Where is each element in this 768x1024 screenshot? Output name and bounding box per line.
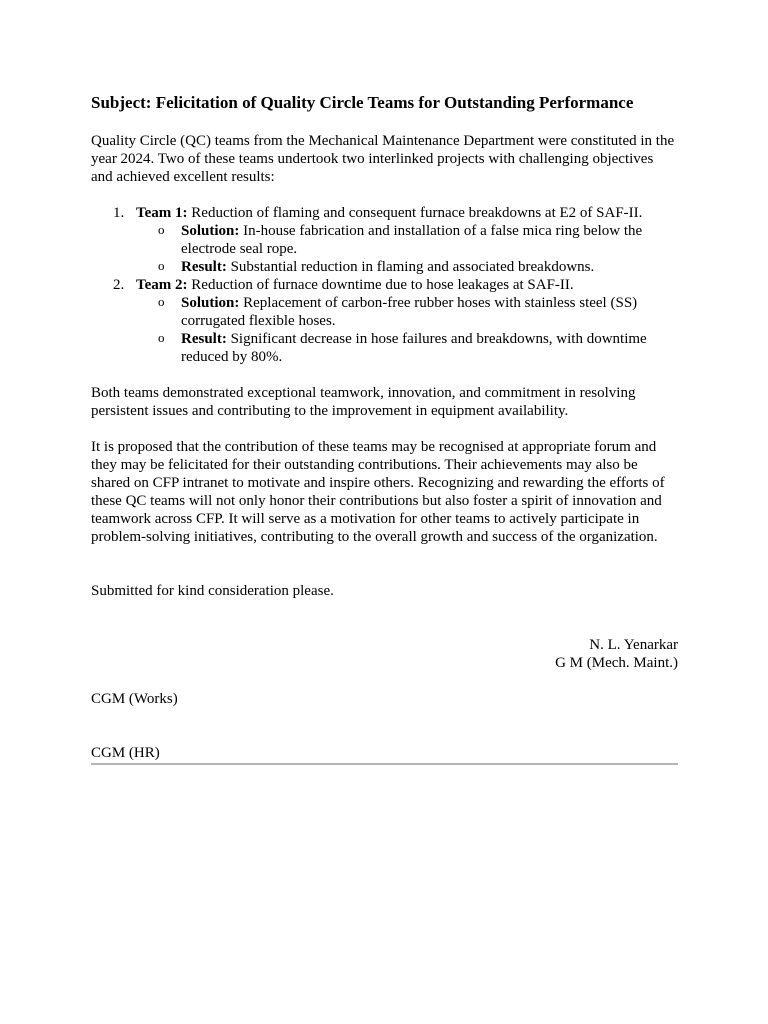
team-item-2	[91, 276, 678, 366]
team-details	[136, 222, 678, 276]
bullet-icon: o	[158, 330, 165, 345]
signatory-name: N. L. Yenarkar	[589, 637, 678, 653]
signatory-designation: G M (Mech. Maint.)	[555, 655, 678, 671]
bullet-icon: o	[158, 294, 165, 309]
list-number: 1.	[113, 205, 125, 221]
solution-item	[136, 222, 678, 258]
subject-heading: Subject: Felicitation of Quality Circle Teams for Outstanding Performance	[91, 93, 634, 112]
team-description: Reduction of flaming and consequent furnace breakdowns at E2 of SAF-II.	[187, 205, 643, 221]
team-list	[91, 204, 678, 366]
signature-block	[91, 636, 678, 672]
bullet-icon: o	[158, 222, 165, 237]
team-item-1	[91, 204, 678, 276]
result-label: Result:	[181, 259, 227, 275]
solution-label: Solution:	[181, 295, 240, 311]
result-label: Result:	[181, 331, 227, 347]
team-label: Team 2:	[136, 277, 188, 293]
solution-text: Replacement of carbon-free rubber hoses with stainless steel (SS) corrugated flexible hoses.	[181, 295, 638, 329]
solution-item	[136, 294, 678, 330]
result-text: Substantial reduction in flaming and associated breakdowns.	[226, 259, 595, 275]
team-label: Team 1:	[136, 205, 188, 221]
result-item	[136, 258, 678, 276]
result-text: Significant decrease in hose failures and breakdowns, with downtime reduced by 80%.	[181, 331, 647, 365]
solution-text: In-house fabrication and installation of a false mica ring below the electrode seal rope.	[181, 223, 643, 257]
teamwork-paragraph: Both teams demonstrated exceptional teamwork, innovation, and commitment in resolving persistent issues and contributing to the improvement in equipment availability.	[91, 385, 636, 419]
routing-cgm-works: CGM (Works)	[91, 691, 178, 707]
solution-label: Solution:	[181, 223, 240, 239]
routing-cgm-hr: CGM (HR)	[91, 744, 678, 765]
result-item	[136, 330, 678, 366]
list-number: 2.	[113, 277, 125, 293]
proposal-paragraph: It is proposed that the contribution of these teams may be recognised at appropriate forum and they may be felicitated for their outstanding contributions. Their achievements may also be shared on CFP intranet to motivate and inspire others. Recognizing and rewarding the efforts of these QC teams will not only honor their contributions but also foster a spirit of innovation and teamwork across CFP. It will serve as a motivation for other teams to actively participate in problem-solving initiatives, contributing to the overall growth and success of the organization.	[91, 439, 665, 545]
team-details	[136, 294, 678, 366]
intro-paragraph: Quality Circle (QC) teams from the Mechanical Maintenance Department were constituted in the year 2024. Two of these teams undertook two interlinked projects with challenging objectives and achieved excellent results:	[91, 133, 675, 185]
document-page	[91, 92, 678, 765]
bullet-icon: o	[158, 258, 165, 273]
closing-line: Submitted for kind consideration please.	[91, 583, 334, 599]
team-description: Reduction of furnace downtime due to hose leakages at SAF-II.	[187, 277, 574, 293]
